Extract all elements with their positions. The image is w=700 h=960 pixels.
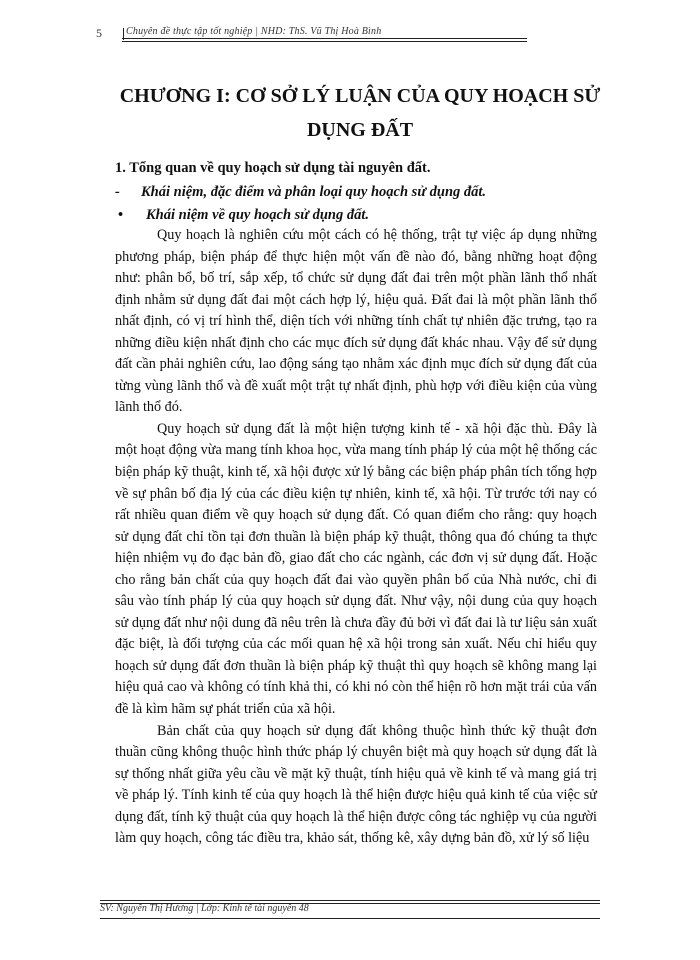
chapter-title: CHƯƠNG I: CƠ SỞ LÝ LUẬN CỦA QUY HOẠCH SỬ DỤNG ĐẤT <box>119 85 601 141</box>
subsection-heading <box>115 184 486 201</box>
subsection-heading-text: Khái niệm, đặc điểm và phân loại quy hoạch sử dụng đất. <box>141 184 487 200</box>
section-heading: 1. Tổng quan về quy hoạch sử dụng tài nguyên đất. <box>115 160 431 176</box>
header-running-text: Chuyên đề thực tập tốt nghiệp | NHD: ThS. Vũ Thị Hoà Bình <box>126 26 382 37</box>
header-rule-top <box>122 38 527 39</box>
paragraph: Bản chất của quy hoạch sử dụng đất không thuộc hình thức kỹ thuật đơn thuần cũng không thuộc hình thức pháp lý chuyên biệt mà quy hoạch sử dụng đất là sự thống nhất giữa yêu cầu về mặt kỹ thuật, tính hiệu quả về kinh tế và mang giá trị về pháp lý. Tính kinh tế của quy hoạch là thể hiện được hiệu quả kinh tế của việc sử dụng đất, tính kỹ thuật của quy hoạch là thể hiện được công tác nghiệp vụ của người làm quy hoạch, công tác điều tra, khảo sát, thống kê, xây dựng bản đồ, xử lý số liệu <box>115 722 597 847</box>
page-number: 5 <box>96 26 102 40</box>
bullet-heading-text: Khái niệm về quy hoạch sử dụng đất. <box>146 207 369 223</box>
footer-rule-top <box>100 900 600 901</box>
page-header <box>96 22 526 46</box>
body-text <box>115 225 597 850</box>
header-rule-bottom <box>122 41 527 42</box>
page-footer <box>100 903 520 919</box>
footer-rule-bottom <box>100 918 600 919</box>
paragraph: Quy hoạch sử dụng đất là một hiện tượng kinh tế - xã hội đặc thù. Đây là một hoạt động vừa mang tính khoa học, vừa mang tính pháp lý của một hệ thống các biện pháp kỹ thuật, kinh tế, xã hội được xử lý bằng các biện pháp phân tích tổng hợp về sự phân bố địa lý của các điều kiện tự nhiên, kinh tế, xã hội. Từ trước tới nay có rất nhiều quan điểm về quy hoạch sử dụng đất. Có quan điểm cho rằng: quy hoạch sử dụng đất chỉ tồn tại đơn thuần là biện pháp kỹ thuật, thông qua đó chúng ta thực hiện nhiệm vụ đo đạc bản đồ, giao đất cho các ngành, các đơn vị sử dụng đất. Hoặc cho rằng bản chất của quy hoạch đất đai vào quyền phân bố của Nhà nước, chỉ đi sâu vào tính pháp lý của quy hoạch sử dụng đất. Như vậy, nội dung của quy hoạch sử dụng đất như nội dung đã nêu trên là chưa đầy đủ bởi vì đất đai là tư liệu sản xuất đặc biệt, là đối tượng của các mối quan hệ xã hội trong sản xuất. Nếu chỉ hiểu quy hoạch sử dụng đất đơn thuần là biện pháp kỹ thuật thì quy hoạch sẽ không mang lại hiệu quả cao và không có tính khả thi, có khi nó còn thể hiện rõ hơn mặt trái của vấn đề là kìm hãm sự phát triển của xã hội. <box>115 420 597 718</box>
dash-marker: - <box>115 184 120 200</box>
paragraph: Quy hoạch là nghiên cứu một cách có hệ thống, trật tự việc áp dụng những phương pháp, biện pháp để thực hiện một vấn đề nào đó, bằng những hoạt động như: phân bổ, bố trí, sắp xếp, tổ chức sử dụng đất đai trên một phần lãnh thổ nhất định nhằm sử dụng đất đai một cách hợp lý, hiệu quả. Đất đai là một phần lãnh thổ nhất định, có vị trí hình thể, diện tích với những tính chất tự nhiên đặc trưng, tạo ra những điều kiện nhất định cho các mục đích sử dụng đất khác nhau. Vậy để sử dụng đất cần phải nghiên cứu, lao động sáng tạo nhằm xác định mục đích sử dụng đất của từng vùng lãnh thổ và đề xuất một trật tự nhất định, phù hợp với điều kiện của vùng lãnh thổ đó. <box>115 227 597 416</box>
footer-running-text: SV: Nguyễn Thị Hương | Lớp: Kinh tế tài nguyên 48 <box>100 903 309 914</box>
bullet-marker: • <box>118 207 124 223</box>
bullet-heading <box>118 207 369 224</box>
